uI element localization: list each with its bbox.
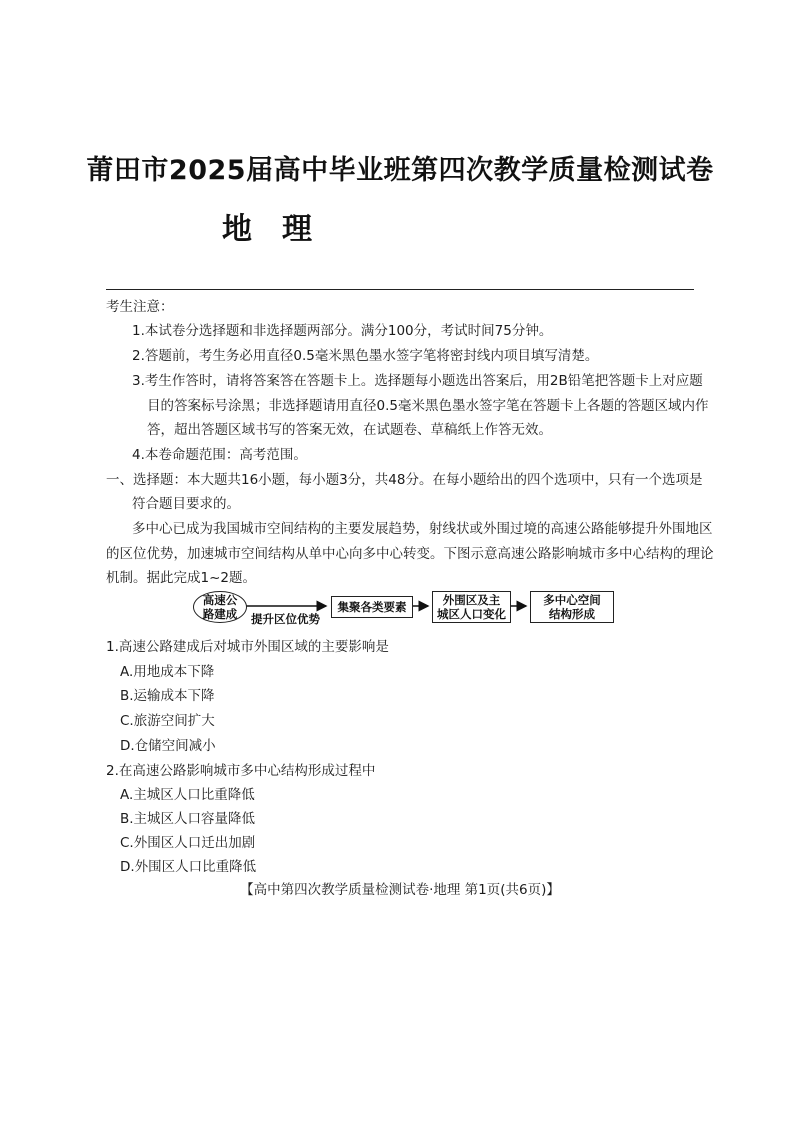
question-2-option-a: A.主城区人口比重降低 <box>120 787 255 803</box>
notice-item-2: 2.答题前，考生务必用直径0.5毫米黑色墨水签字笔将密封线内项目填写清楚。 <box>132 348 599 364</box>
question-1-option-d: D.仓储空间减小 <box>120 738 216 754</box>
diagram-note-location-advantage: 提升区位优势 <box>251 612 320 626</box>
diagram-node-highway: 高速公 路建成 <box>193 591 247 623</box>
subject-title: 地理 <box>222 212 342 247</box>
question-1-option-a: A.用地成本下降 <box>120 664 215 680</box>
diagram-node-gather-factors: 集聚各类要素 <box>331 596 413 618</box>
diagram-node-polycentric-structure: 多中心空间 结构形成 <box>530 591 614 623</box>
page-footer: 【高中第四次教学质量检测试卷·地理 第1页(共6页)】 <box>240 882 560 898</box>
notice-item-3-cont-1: 目的答案标号涂黑；非选择题请用直径0.5毫米黑色墨水签字笔在答题卡上各题的答题区域内作 <box>147 398 709 414</box>
passage-line-2: 的区位优势，加速城市空间结构从单中心向多中心转变。下图示意高速公路影响城市多中心结构的理论 <box>106 546 714 562</box>
section-heading-cont: 符合题目要求的。 <box>132 496 240 512</box>
question-2-option-d: D.外围区人口比重降低 <box>120 859 257 875</box>
question-1-stem: 1.高速公路建成后对城市外围区域的主要影响是 <box>106 639 389 655</box>
notice-item-3: 3.考生作答时，请将答案答在答题卡上。选择题每小题选出答案后，用2B铅笔把答题卡上对应题 <box>132 373 703 389</box>
notice-heading: 考生注意： <box>106 299 174 315</box>
question-2-option-c: C.外围区人口迁出加剧 <box>120 835 256 851</box>
notice-item-1: 1.本试卷分选择题和非选择题两部分。满分100分，考试时间75分钟。 <box>132 323 553 339</box>
notice-item-3-cont-2: 答，超出答题区域书写的答案无效，在试题卷、草稿纸上作答无效。 <box>147 422 552 438</box>
diagram-node-population-change: 外围区及主 城区人口变化 <box>432 591 511 623</box>
exam-title: 莆田市2025届高中毕业班第四次教学质量检测试卷 <box>86 155 714 186</box>
question-2-option-b: B.主城区人口容量降低 <box>120 811 256 827</box>
question-1-option-b: B.运输成本下降 <box>120 688 215 704</box>
notice-item-4: 4.本卷命题范围：高考范围。 <box>132 447 307 463</box>
section-heading: 一、选择题：本大题共16小题，每小题3分，共48分。在每小题给出的四个选项中，只有一个选项是 <box>106 472 703 488</box>
question-2-stem: 2.在高速公路影响城市多中心结构形成过程中 <box>106 763 376 779</box>
passage-line-3: 机制。据此完成1~2题。 <box>106 570 256 586</box>
question-1-option-c: C.旅游空间扩大 <box>120 713 215 729</box>
passage-line-1: 多中心已成为我国城市空间结构的主要发展趋势，射线状或外围过境的高速公路能够提升外围地区 <box>132 521 713 537</box>
